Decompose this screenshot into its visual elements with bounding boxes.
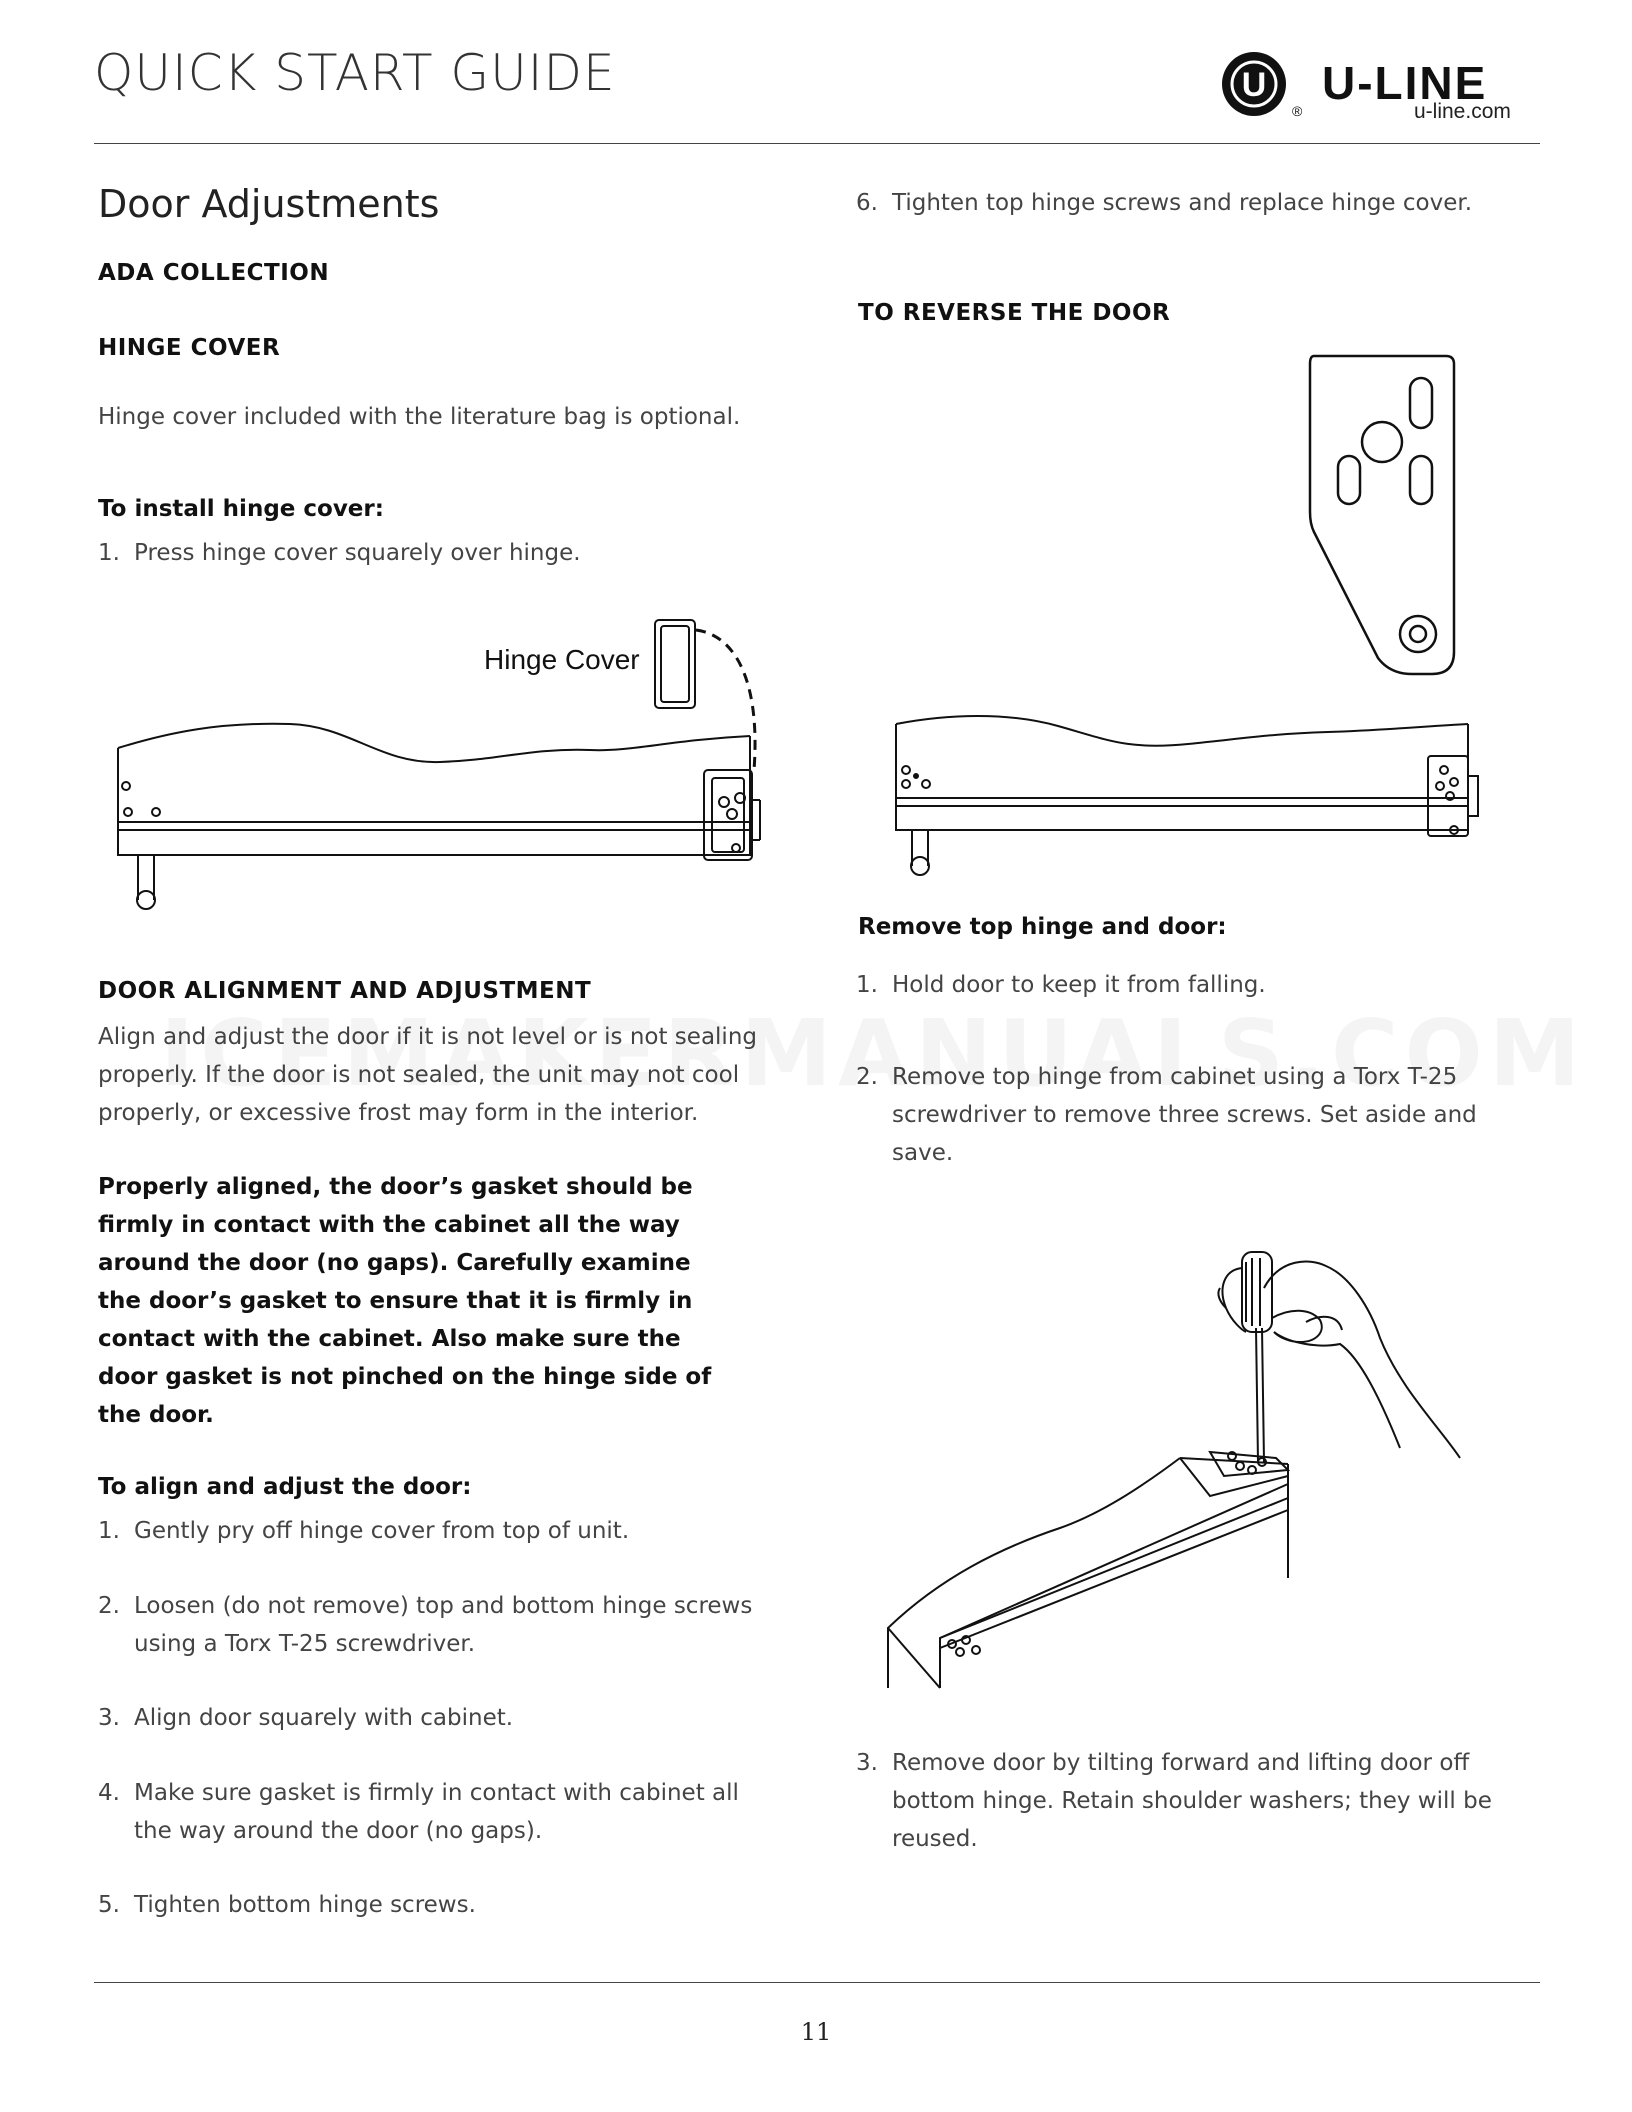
step-text: Make sure gasket is firmly in contact with cabinet all xyxy=(134,1780,739,1806)
gasket-line: firmly in contact with the cabinet all the way xyxy=(98,1212,680,1238)
step-number: 6. xyxy=(856,190,878,216)
screwdriver-removal-diagram xyxy=(880,1248,1480,1698)
alignment-line: properly, or excessive frost may form in the interior. xyxy=(98,1100,699,1126)
step-number: 3. xyxy=(856,1750,878,1776)
step-number: 1. xyxy=(98,540,120,566)
step-text: Hold door to keep it from falling. xyxy=(892,972,1266,998)
door-alignment-heading: DOOR ALIGNMENT AND ADJUSTMENT xyxy=(98,978,592,1004)
reverse-door-heading: TO REVERSE THE DOOR xyxy=(858,300,1171,326)
remove-hinge-heading: Remove top hinge and door: xyxy=(858,914,1227,940)
step-6 xyxy=(856,184,1556,224)
gasket-bold-paragraph xyxy=(98,1168,818,1434)
step-text: Remove top hinge from cabinet using a Torx T-25 xyxy=(892,1064,1458,1090)
hinge-cover-diagram xyxy=(110,600,770,920)
logo-letter: U xyxy=(1241,66,1267,104)
step-number: 4. xyxy=(98,1780,120,1806)
step-number: 2. xyxy=(98,1593,120,1619)
adjust-step-1 xyxy=(98,1512,818,1552)
gasket-line: contact with the cabinet. Also make sure the xyxy=(98,1326,681,1352)
step-text: Remove door by tilting forward and lifting door off xyxy=(892,1750,1470,1776)
page-header-title: QUICK START GUIDE xyxy=(94,44,616,102)
step-text: screwdriver to remove three screws. Set aside and xyxy=(892,1102,1477,1128)
install-step-1 xyxy=(98,534,798,574)
step-text: save. xyxy=(892,1140,954,1166)
step-text: Press hinge cover squarely over hinge. xyxy=(134,540,581,566)
adjust-step-2 xyxy=(98,1587,818,1667)
gasket-line: around the door (no gaps). Carefully examine xyxy=(98,1250,691,1276)
footer-rule xyxy=(94,1982,1540,1983)
step-number: 3. xyxy=(98,1705,120,1731)
step-number: 2. xyxy=(856,1064,878,1090)
adjust-heading: To align and adjust the door: xyxy=(98,1474,472,1500)
step-text: Tighten top hinge screws and replace hinge cover. xyxy=(892,190,1473,216)
gasket-line: the door’s gasket to ensure that it is firmly in xyxy=(98,1288,693,1314)
website-text: u-line.com xyxy=(1414,100,1511,123)
collection-heading: ADA COLLECTION xyxy=(98,260,330,286)
step-text: Gently pry off hinge cover from top of unit. xyxy=(134,1518,630,1544)
header-rule xyxy=(94,143,1540,144)
step-text: Tighten bottom hinge screws. xyxy=(134,1892,476,1918)
registered-mark: ® xyxy=(1292,103,1303,119)
gasket-line: the door. xyxy=(98,1402,214,1428)
brand-name: U-LINE xyxy=(1322,57,1488,109)
gasket-line: door gasket is not pinched on the hinge side of xyxy=(98,1364,712,1390)
hinge-cover-label: Hinge Cover xyxy=(484,644,640,675)
remove-step-3 xyxy=(856,1744,1576,1864)
top-hinge-plate-diagram xyxy=(1300,352,1460,682)
section-title: Door Adjustments xyxy=(98,182,440,226)
step-text: the way around the door (no gaps). xyxy=(134,1818,543,1844)
adjust-step-4 xyxy=(98,1774,818,1854)
install-heading: To install hinge cover: xyxy=(98,496,384,522)
step-number: 1. xyxy=(98,1518,120,1544)
step-number: 5. xyxy=(98,1892,120,1918)
step-text: Align door squarely with cabinet. xyxy=(134,1705,514,1731)
step-text: Loosen (do not remove) top and bottom hinge screws xyxy=(134,1593,753,1619)
adjust-step-3 xyxy=(98,1699,818,1739)
adjust-step-5 xyxy=(98,1886,818,1926)
u-line-logo-icon xyxy=(1220,50,1303,120)
cabinet-top-diagram xyxy=(888,706,1478,886)
step-text: bottom hinge. Retain shoulder washers; they will be xyxy=(892,1788,1492,1814)
watermark xyxy=(160,1000,1460,1107)
alignment-line: properly. If the door is not sealed, the unit may not cool xyxy=(98,1062,740,1088)
gasket-line: Properly aligned, the door’s gasket should be xyxy=(98,1174,693,1200)
page-number: 11 xyxy=(800,2018,832,2046)
hinge-cover-heading: HINGE COVER xyxy=(98,335,281,361)
alignment-line: Align and adjust the door if it is not level or is not sealing xyxy=(98,1024,757,1050)
step-number: 1. xyxy=(856,972,878,998)
step-text: using a Torx T-25 screwdriver. xyxy=(134,1631,476,1657)
step-text: reused. xyxy=(892,1826,978,1852)
hinge-cover-intro: Hinge cover included with the literature bag is optional. xyxy=(98,404,741,430)
